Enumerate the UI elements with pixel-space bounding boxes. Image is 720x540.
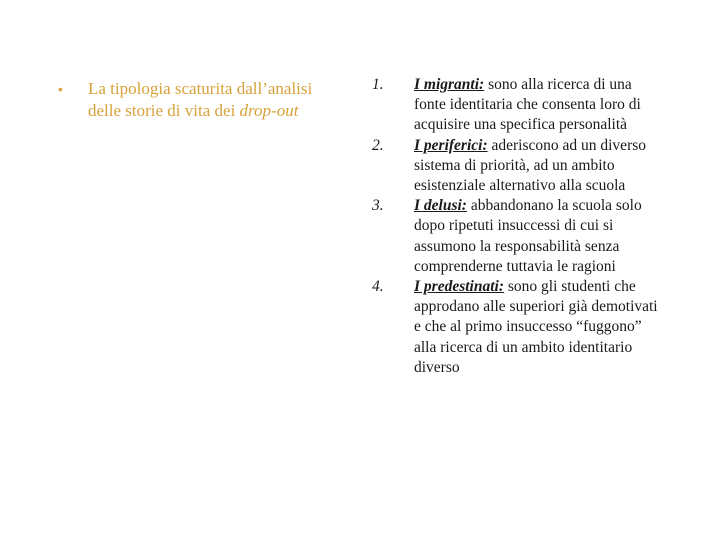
item-description: sono gli studenti che approdano alle superiori già demotivati e che al primo insuccesso “fuggono” alla ricerca di un ambito identitario diverso [414,278,658,376]
item-body [414,277,664,378]
item-description: sono alla ricerca di una fonte identitaria che consenta loro di acquisire una specifica personalità [414,76,641,134]
list-item-delusi [372,196,672,277]
left-bullet-block [58,78,348,122]
bullet-text [88,78,348,122]
list-item-predestinati [372,277,672,378]
item-body [414,75,664,136]
item-description: aderiscono ad un diverso sistema di priorità, ad un ambito esistenziale alternativo alla scuola [414,136,647,195]
numbered-list [372,75,672,378]
item-term: I migranti: [414,76,485,93]
item-term: I delusi: [414,197,467,215]
bullet-text-main: La tipologia scaturita dall’analisi delle storie di vita dei [88,79,313,120]
bullet-marker: • [58,81,63,97]
item-number: 4. [372,278,384,296]
item-body [414,136,664,197]
list-item-migranti [372,75,672,136]
item-number: 2. [372,136,384,154]
item-number: 3. [372,197,384,215]
item-description: abbandonano la scuola solo dopo ripetuti insuccessi di cui si assumono la responsabilità senza comprenderne tuttavia le ragioni [414,197,642,275]
item-number: 1. [372,76,384,93]
bullet-text-italic: drop-out [239,101,299,120]
list-item-periferici [372,136,672,197]
item-term: I predestinati: [414,278,504,296]
item-body [414,196,664,277]
item-term: I periferici: [414,136,488,154]
bullet-item [58,78,348,122]
